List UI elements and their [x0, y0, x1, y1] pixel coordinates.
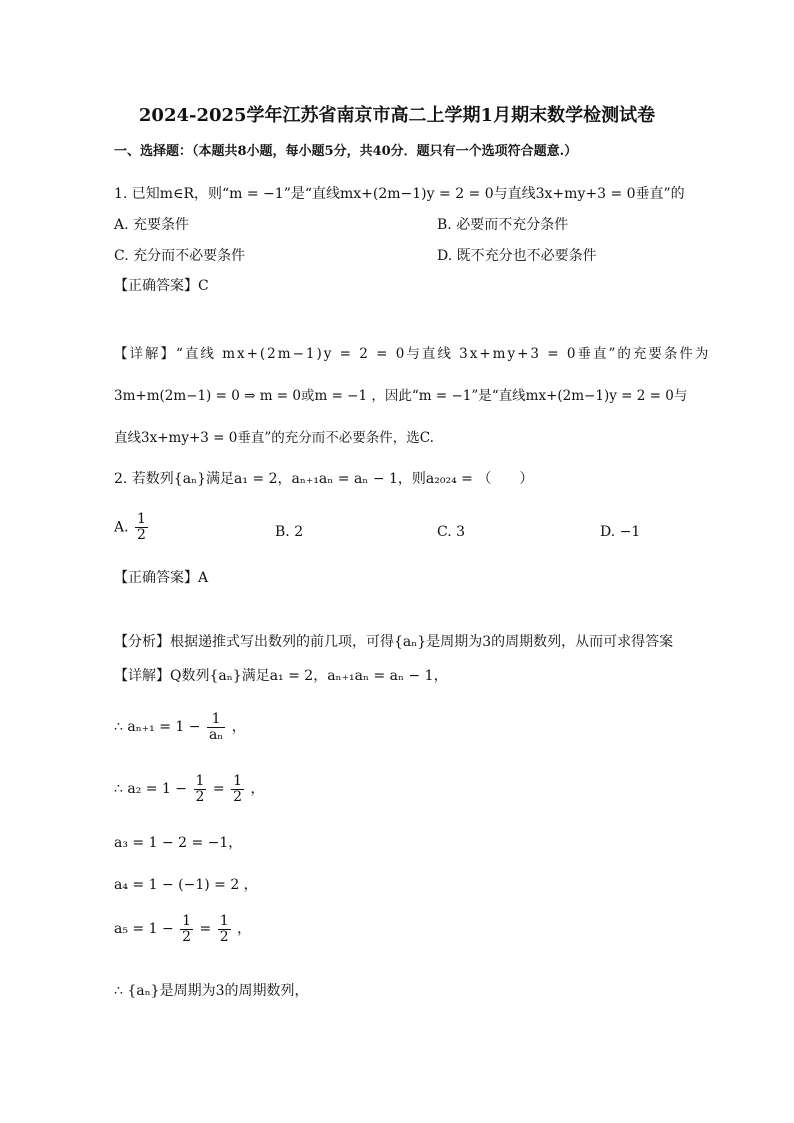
- fraction-denominator: 2: [219, 928, 229, 945]
- fraction-denominator: 2: [182, 928, 192, 945]
- fraction-numerator: 1: [137, 511, 146, 527]
- q2-option-a-fraction: [135, 512, 148, 543]
- q1-detail-line-2: 3m+m(2m−1) = 0 ⇒ m = 0或m = −1 ，因此“m = −1”是“直线mx+(2m−1)y = 2 = 0与: [114, 388, 688, 404]
- q2-step-4: a₄ = 1 − (−1) = 2 ，: [114, 877, 258, 893]
- q1-answer: 【正确答案】C: [114, 278, 209, 294]
- q2-option-a-label: A.: [114, 519, 129, 536]
- q2-conclusion: ∴ {aₙ}是周期为3的周期数列，: [114, 983, 309, 999]
- step-1-fraction: [207, 712, 225, 743]
- fraction-denominator: 2: [233, 788, 242, 805]
- fraction-numerator: 1: [219, 912, 229, 929]
- question-2-text: 2. 若数列{aₙ}满足a₁ = 2，aₙ₊₁aₙ = aₙ − 1，则a₂₀₂₄ = （ ）: [114, 471, 534, 487]
- q1-option-a: A. 充要条件: [114, 217, 190, 233]
- step-2-fraction-b: [231, 774, 244, 805]
- q2-analysis: 【分析】根据递推式写出数列的前几项，可得{aₙ}是周期为3的周期数列，从而可求得答案: [114, 634, 674, 650]
- q2-step-1: [114, 710, 246, 744]
- section-heading: 一、选择题：（本题共8小题，每小题5分，共40分．题只有一个选项符合题意.）: [114, 144, 578, 159]
- q1-option-d: D. 既不充分也不必要条件: [437, 248, 597, 264]
- q1-option-b: B. 必要而不充分条件: [437, 217, 569, 233]
- q2-option-c: C. 3: [437, 524, 466, 540]
- step-5-lhs: a₅ = 1 −: [114, 921, 174, 937]
- step-2-lhs: ∴ a₂ = 1 −: [114, 781, 188, 797]
- fraction-numerator: 1: [195, 772, 205, 789]
- q1-detail-line-1: 【详解】“直线 mx+(2m−1)y = 2 = 0与直线 3x+my+3 = 0垂直”的充要条件为: [114, 346, 711, 362]
- fraction-denominator: aₙ: [208, 726, 224, 743]
- fraction-numerator: 1: [182, 912, 192, 929]
- q2-option-b: B. 2: [275, 524, 304, 540]
- fraction-numerator: 1: [207, 712, 225, 728]
- step-2-equals: =: [212, 781, 225, 797]
- step-1-lhs: ∴ aₙ₊₁ = 1 −: [114, 719, 201, 735]
- q2-answer: 【正确答案】A: [114, 570, 209, 586]
- q1-option-c: C. 充分而不必要条件: [114, 248, 246, 264]
- page-title: 2024-2025学年江苏省南京市高二上学期1月期末数学检测试卷: [138, 105, 656, 126]
- q2-step-3: a₃ = 1 − 2 = −1，: [114, 835, 243, 851]
- step-2-fraction-a: [194, 774, 207, 805]
- fraction-denominator: 2: [195, 788, 205, 805]
- step-2-punct: ，: [250, 781, 265, 797]
- q1-detail-line-3: 直线3x+my+3 = 0垂直”的充分而不必要条件，选C.: [114, 430, 434, 446]
- fraction-denominator: 2: [137, 527, 146, 543]
- step-5-fraction-b: [218, 914, 231, 945]
- q2-step-2: [114, 772, 264, 806]
- step-1-punct: ，: [231, 719, 246, 735]
- step-5-equals: =: [199, 921, 212, 937]
- q2-step-5: [114, 912, 251, 946]
- question-1-text: 1. 已知m∈R，则“m = −1”是“直线mx+(2m−1)y = 2 = 0与直线3x+my+3 = 0垂直”的: [114, 186, 685, 202]
- step-5-punct: ，: [237, 921, 252, 937]
- q2-detail-intro: 【详解】Q数列{aₙ}满足a₁ = 2，aₙ₊₁aₙ = aₙ − 1，: [114, 668, 448, 684]
- fraction-numerator: 1: [233, 772, 242, 789]
- q2-option-d: D. −1: [600, 524, 641, 540]
- q2-option-a: [114, 512, 150, 543]
- step-5-fraction-a: [180, 914, 193, 945]
